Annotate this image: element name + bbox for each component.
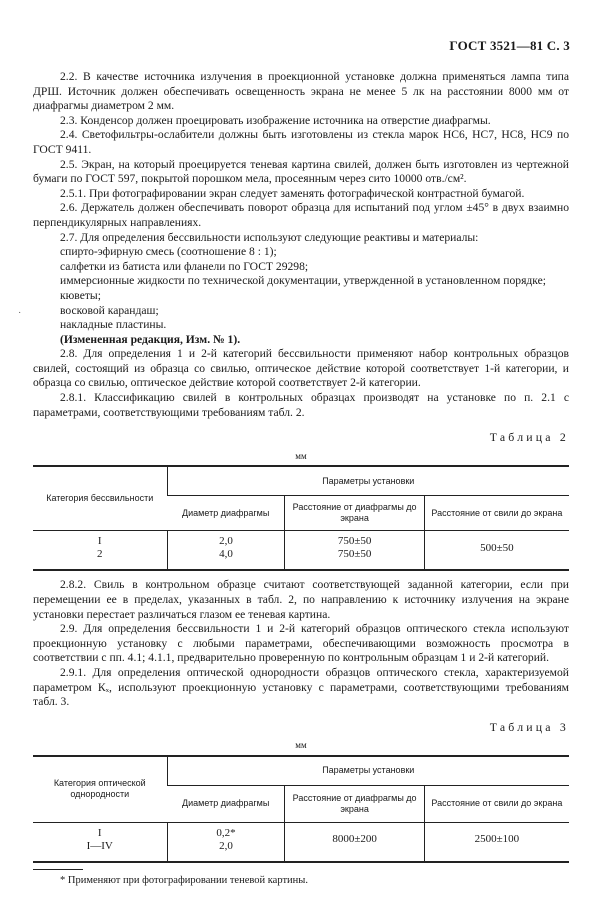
list-item: салфетки из батиста или фланели по ГОСТ 29298; (60, 259, 309, 273)
table-cell: 2,0 4,0 (167, 531, 285, 571)
table-header-cell: Диаметр диафрагмы (167, 785, 285, 822)
footnote-divider (33, 869, 83, 870)
list-item: иммерсионные жидкости по технической документации, утвержденной в установленном порядке; (60, 274, 547, 288)
paragraph: 2.2. В качестве источника излучения в проекционной установке должна применяться лампа типа ДРШ. Источник должен обеспечивать освещенность экрана не менее 5 лк на расстоянии 8000 мм от диафрагмы диаметром 2 мм. (33, 70, 569, 113)
paragraph: 2.8.2. Свиль в контрольном образце считают соответствующей заданной категории, если при перемещении ее в пределах, указанных в табл. 2, по направлению к источнику излучения на экране установки перестает различаться глазом ее теневая картина. (33, 578, 569, 621)
table-header-cell: Категория бессвильности (33, 466, 167, 531)
page-header: ГОСТ 3521—81 С. 3 (449, 38, 570, 53)
table-cell: 0,2* 2,0 (167, 822, 285, 862)
paragraph: 2.3. Конденсор должен проецировать изображение источника на отверстие диафрагмы. (60, 113, 491, 127)
table-caption: Таблица 2 (489, 430, 569, 445)
table-header-cell: Расстояние от свили до экрана (424, 496, 569, 531)
table-cell: 500±50 (424, 531, 569, 571)
table-header-cell: Параметры установки (167, 466, 569, 496)
table-2 (33, 465, 569, 571)
list-item: накладные пластины. (60, 318, 167, 332)
table-header-cell: Расстояние от свили до экрана (424, 785, 569, 822)
list-item: восковой карандаш; (60, 303, 159, 317)
paragraph: 2.5.1. При фотографировании экран следует заменять фотографической контрастной бумагой. (60, 186, 525, 200)
table-cell: 2500±100 (424, 822, 569, 862)
table-3 (33, 755, 569, 863)
paragraph: 2.8. Для определения 1 и 2-й категорий бессвильности применяют набор контрольных образцов свилей, состоящий из образца со свилью, оптическое действие которой соответствует 1-й категории, и образца со свилью, оптическое действие которой соответствует 2-й категории. (33, 347, 569, 390)
table-header-cell: Категория оптической однородности (33, 756, 167, 823)
table-header-cell: Расстояние от диафрагмы до экрана (285, 496, 424, 531)
amendment-note: (Измененная редакция, Изм. № 1). (60, 332, 241, 346)
table-cell: I 2 (33, 531, 167, 571)
table-cell: 8000±200 (285, 822, 424, 862)
table-cell: I I—IV (33, 822, 167, 862)
paragraph: 2.8.1. Классификацию свилей в контрольных образцах производят на установке по п. 2.1 с параметрами, соответствующими требованиям табл. 2. (33, 391, 569, 419)
table-row (33, 531, 569, 571)
table-header-cell: Расстояние от диафрагмы до экрана (285, 785, 424, 822)
table-caption: Таблица 3 (489, 719, 569, 734)
table-unit: мм (295, 740, 307, 751)
paragraph: 2.5. Экран, на который проецируется теневая картина свилей, должен быть изготовлен из чертежной бумаги по ГОСТ 597, покрытой порошком мела, просеянным через сито 10000 отв./см². (33, 157, 569, 186)
table-header-cell: Диаметр диафрагмы (167, 496, 285, 531)
paragraph: 2.9.1. Для определения оптической однородности образцов оптического стекла, характеризуемой параметром Кₓ, используют проекционную установку с параметрами, соответствующими требованиям табл. 3. (33, 666, 569, 709)
footnote: * Применяют при фотографировании теневой картины. (60, 874, 308, 886)
paragraph: 2.6. Держатель должен обеспечивать поворот образца для испытаний под углом ±45° в двух взаимно перпендикулярных направлениях. (33, 201, 569, 229)
paragraph: 2.4. Светофильтры-ослабители должны быть изготовлены из стекла марок НС6, НС7, НС8, НС9 по ГОСТ 9411. (33, 128, 569, 156)
margin-mark: ˙ (18, 311, 22, 322)
paragraph: 2.7. Для определения бессвильности используют следующие реактивы и материалы: (60, 230, 479, 244)
paragraph: 2.9. Для определения бессвильности 1 и 2-й категорий образцов оптического стекла используют проекционную установку с любыми параметрами, обеспечивающими возможность просмотра в соответствии с пп. 4.1; 4.1.1, предварительно проверенную по контрольным образцам 1 и 2-й категорий. (33, 622, 569, 665)
table-row (33, 822, 569, 862)
table-header-cell: Параметры установки (167, 756, 569, 786)
list-item: кюветы; (60, 288, 101, 302)
table-unit: мм (295, 450, 307, 461)
table-cell: 750±50 750±50 (285, 531, 424, 571)
list-item: спирто-эфирную смесь (соотношение 8 : 1); (60, 245, 277, 259)
document-body (33, 70, 569, 889)
